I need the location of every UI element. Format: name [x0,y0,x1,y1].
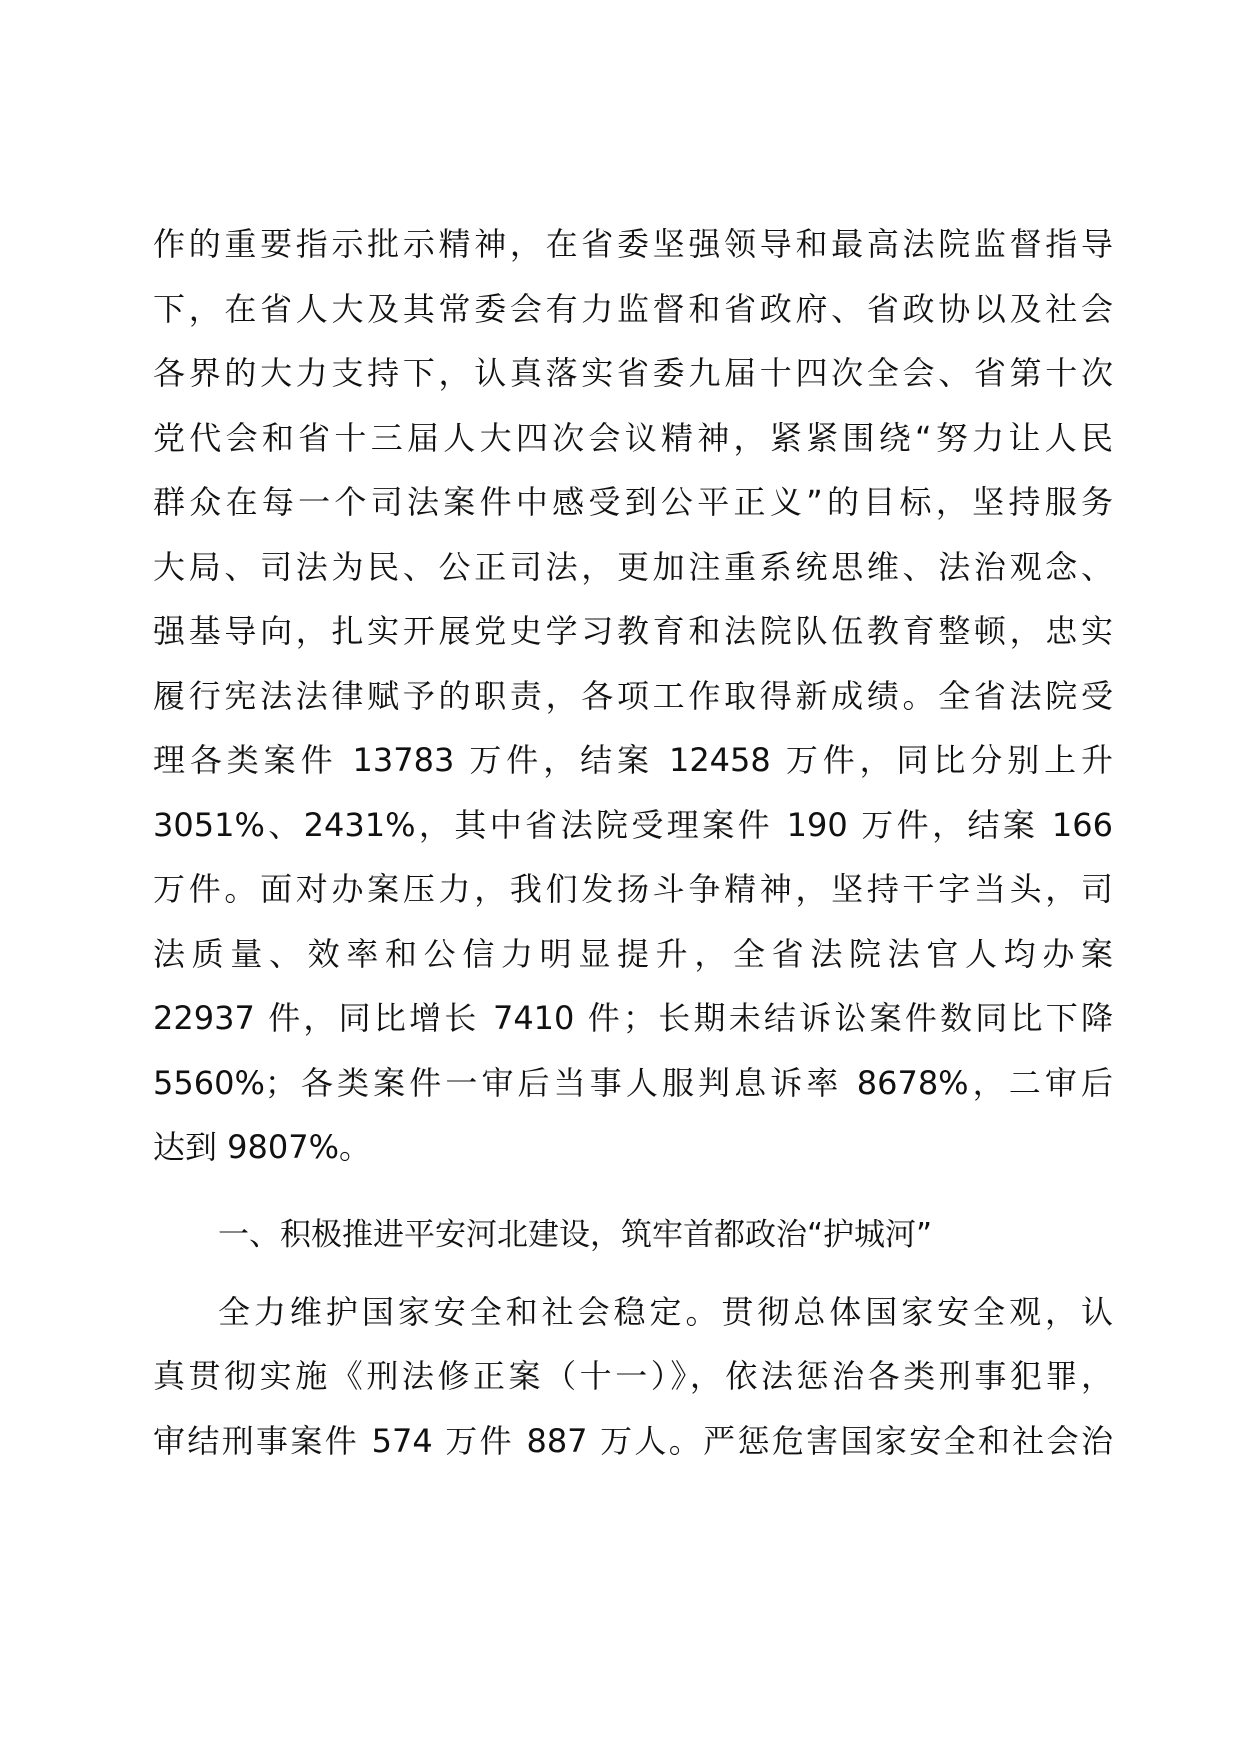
text-line: 履行宪法法律赋予的职责，各项工作取得新成绩。全省法院受 [153,676,1113,715]
section-heading: 一、积极推进平安河北建设，筑牢首都政治“护城河” [218,1216,933,1253]
text-line: 全力维护国家安全和社会稳定。贯彻总体国家安全观，认 [218,1292,1113,1331]
text-line: 强基导向，扎实开展党史学习教育和法院队伍教育整顿，忠实 [153,612,1113,650]
text-line: 5560%；各类案件一审后当事人服判息诉率 8678%，二审后 [153,1063,1113,1102]
text-line: 理各类案件 13783 万件，结案 12458 万件，同比分别上升 [153,741,1113,779]
document-body [153,212,1113,1473]
text-line: 大局、司法为民、公正司法，更加注重系统思维、法治观念、 [153,547,1113,586]
text-line: 各界的大力支持下，认真落实省委九届十四次全会、省第十次 [153,354,1113,392]
paragraph-1 [153,212,1113,1180]
text-line: 群众在每一个司法案件中感受到公平正义”的目标，坚持服务 [153,483,1113,521]
text-line: 万件。面对办案压力，我们发扬斗争精神，坚持干字当头，司 [153,870,1113,908]
text-line: 下，在省人大及其常委会有力监督和省政府、省政协以及社会 [153,289,1113,328]
text-line: 真贯彻实施《刑法修正案（十一）》，依法惩治各类刑事犯罪， [153,1357,1113,1395]
text-line: 3051%、2431%，其中省法院受理案件 190 万件，结案 166 [153,805,1113,844]
text-line: 法质量、效率和公信力明显提升，全省法院法官人均办案 [153,934,1113,973]
text-line: 审结刑事案件 574 万件 887 万人。严惩危害国家安全和社会治 [153,1421,1113,1460]
text-line: 作的重要指示批示精神，在省委坚强领导和最高法院监督指导 [153,225,1113,263]
text-line: 达到 9807%。 [153,1128,372,1166]
text-line: 党代会和省十三届人大四次会议精神，紧紧围绕“努力让人民 [153,418,1113,457]
paragraph-2 [153,1280,1113,1474]
text-line: 22937 件，同比增长 7410 件；长期未结诉讼案件数同比下降 [153,999,1113,1037]
